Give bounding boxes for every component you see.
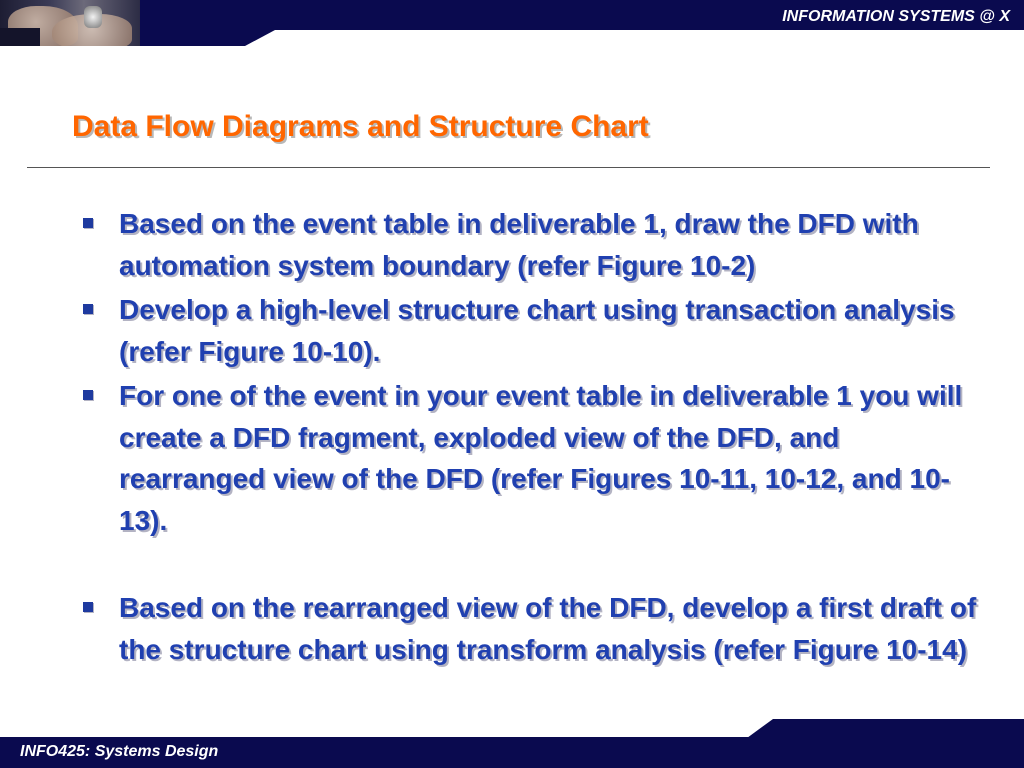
square-bullet-icon: [83, 218, 93, 228]
square-bullet-icon: [83, 390, 93, 400]
handshake-photo: [0, 0, 140, 46]
title-divider: [27, 167, 990, 168]
watch-shape: [84, 6, 102, 28]
slide-title: Data Flow Diagrams and Structure Chart: [72, 110, 649, 143]
bullet-item: [80, 587, 990, 670]
bullet-item: [80, 289, 990, 372]
banner-notch: [245, 30, 1024, 46]
bullet-item: [80, 375, 990, 541]
course-label: INFO425: Systems Design: [20, 743, 219, 760]
bullet-text: Based on the rearranged view of the DFD, develop a first draft of the structure chart using transform analysis (refer Figure 10-14): [119, 592, 977, 665]
sleeve-shape: [0, 28, 40, 46]
footer-notch: [747, 719, 1024, 738]
bullet-text: Develop a high-level structure chart using transaction analysis (refer Figure 10-10).: [119, 294, 955, 367]
bullet-text: For one of the event in your event table in deliverable 1 you will create a DFD fragment, exploded view of the DFD, and rearranged view of the DFD (refer Figures 10-11, 10-12, and 10-13).: [119, 380, 963, 536]
banner-title: INFORMATION SYSTEMS @ X: [782, 8, 1010, 25]
square-bullet-icon: [83, 304, 93, 314]
square-bullet-icon: [83, 602, 93, 612]
bullet-list: [80, 203, 990, 673]
bullet-item: [80, 203, 990, 286]
bullet-text: Based on the event table in deliverable 1, draw the DFD with automation system boundary (refer Figure 10-2): [119, 208, 919, 281]
